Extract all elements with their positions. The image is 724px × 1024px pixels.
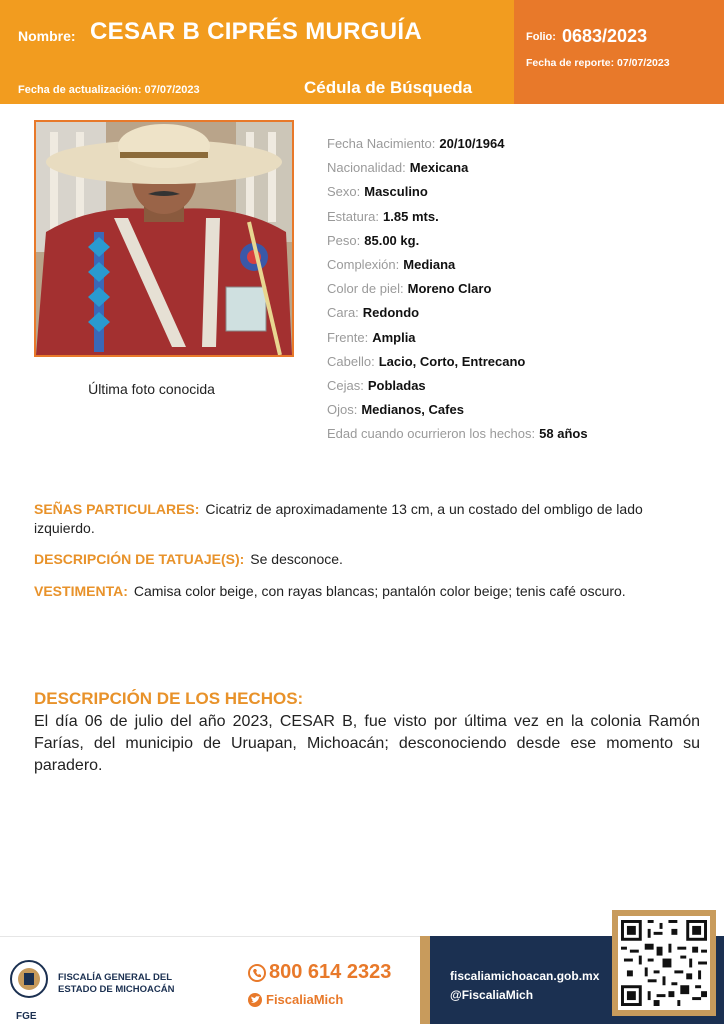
detail-row	[327, 160, 707, 184]
detail-value: Amplia	[372, 329, 416, 345]
update-date: Fecha de actualización: 07/07/2023	[18, 84, 200, 96]
social-handle[interactable]: @FiscaliaMich	[450, 988, 534, 1002]
detail-value: Pobladas	[367, 377, 426, 393]
phone-icon	[248, 964, 266, 982]
tattoos-text: Se desconoce.	[250, 551, 343, 567]
twitter-handle: FiscaliaMich	[266, 992, 344, 1007]
header-main-panel	[0, 0, 514, 104]
clothing-text: Camisa color beige, con rayas blancas; pantalón color beige; tenis café oscuro.	[133, 583, 626, 599]
detail-row	[327, 305, 707, 329]
distinctive-marks-text: Cicatriz de aproximadamente 13 cm, a un costado del ombligo de lado izquierdo.	[34, 501, 643, 536]
document-title: Cédula de Búsqueda	[304, 78, 473, 97]
detail-row	[327, 136, 707, 160]
detail-value: Mediana	[403, 256, 456, 272]
phone-number: 800 614 2323	[269, 961, 392, 983]
detail-label: Ojos:	[327, 402, 358, 418]
detail-value: Mexicana	[409, 160, 469, 176]
personal-details	[327, 136, 707, 450]
footer-left-panel	[0, 936, 420, 1024]
photo-caption: Última foto conocida	[88, 381, 215, 397]
detail-row	[327, 209, 707, 233]
facts-text: El día 06 de julio del año 2023, CESAR B, fue visto por última vez en la colonia Ramón Farías, del municipio de Uruapan, Michoacán; desconociendo desde ese momento su paradero.	[34, 713, 700, 774]
folio-number: 0683/2023	[562, 26, 648, 46]
detail-row	[327, 257, 707, 281]
detail-row	[327, 233, 707, 257]
detail-label: Sexo:	[327, 184, 361, 200]
detail-value: 58 años	[539, 426, 588, 442]
website-link[interactable]: fiscaliamichoacan.gob.mx	[450, 969, 600, 983]
detail-label: Color de piel:	[327, 281, 404, 297]
detail-row	[327, 378, 707, 402]
footer-accent-bar	[420, 936, 430, 1024]
qr-code[interactable]	[612, 910, 716, 1016]
detail-row	[327, 402, 707, 426]
person-name: CESAR B CIPRÉS MURGUÍA	[90, 18, 422, 45]
report-date: Fecha de reporte: 07/07/2023	[526, 57, 670, 69]
tattoos-label: DESCRIPCIÓN DE TATUAJE(S):	[34, 551, 245, 567]
person-photo	[34, 120, 294, 357]
fge-seal-icon	[8, 959, 50, 1007]
detail-label: Cabello:	[327, 353, 375, 369]
fiscalia-line-1: FISCALÍA GENERAL DEL	[58, 972, 173, 983]
detail-row	[327, 354, 707, 378]
detail-value: Lacio, Corto, Entrecano	[378, 353, 526, 369]
detail-label: Edad cuando ocurrieron los hechos:	[327, 426, 536, 442]
distinctive-marks-label: SEÑAS PARTICULARES:	[34, 501, 200, 517]
detail-label: Peso:	[327, 232, 361, 248]
detail-label: Estatura:	[327, 208, 380, 224]
detail-value: Redondo	[362, 305, 420, 321]
detail-label: Fecha Nacimiento:	[327, 136, 436, 151]
detail-label: Nacionalidad:	[327, 160, 406, 176]
folio-label: Folio:	[526, 31, 556, 43]
phone-contact[interactable]	[248, 961, 391, 984]
header	[0, 0, 724, 104]
detail-value: 1.85 mts.	[383, 208, 439, 224]
facts-title: DESCRIPCIÓN DE LOS HECHOS:	[34, 689, 304, 708]
detail-label: Cara:	[327, 305, 359, 321]
detail-label: Complexión:	[327, 256, 400, 272]
detail-label: Cejas:	[327, 377, 364, 393]
detail-value: Medianos, Cafes	[361, 402, 464, 418]
clothing-section	[34, 582, 690, 601]
qr-code-icon	[621, 919, 707, 1007]
tattoos-section	[34, 550, 690, 569]
twitter-contact[interactable]	[248, 992, 343, 1007]
clothing-label: VESTIMENTA:	[34, 583, 128, 599]
detail-label: Frente:	[327, 329, 369, 345]
detail-value: Moreno Claro	[407, 281, 492, 297]
fiscalia-name	[58, 972, 174, 996]
distinctive-marks-section	[34, 500, 690, 538]
detail-value: 20/10/1964	[439, 136, 505, 151]
fiscalia-line-2: ESTADO DE MICHOACÁN	[58, 984, 175, 995]
detail-row	[327, 184, 707, 208]
twitter-icon	[248, 993, 262, 1007]
name-label: Nombre:	[18, 28, 76, 44]
detail-row	[327, 281, 707, 305]
header-folio-panel	[514, 0, 724, 104]
fge-logo-text: FGE	[16, 1011, 37, 1022]
detail-value: 85.00 kg.	[364, 232, 420, 248]
detail-row	[327, 330, 707, 354]
detail-row	[327, 426, 707, 450]
detail-value: Masculino	[364, 184, 428, 200]
